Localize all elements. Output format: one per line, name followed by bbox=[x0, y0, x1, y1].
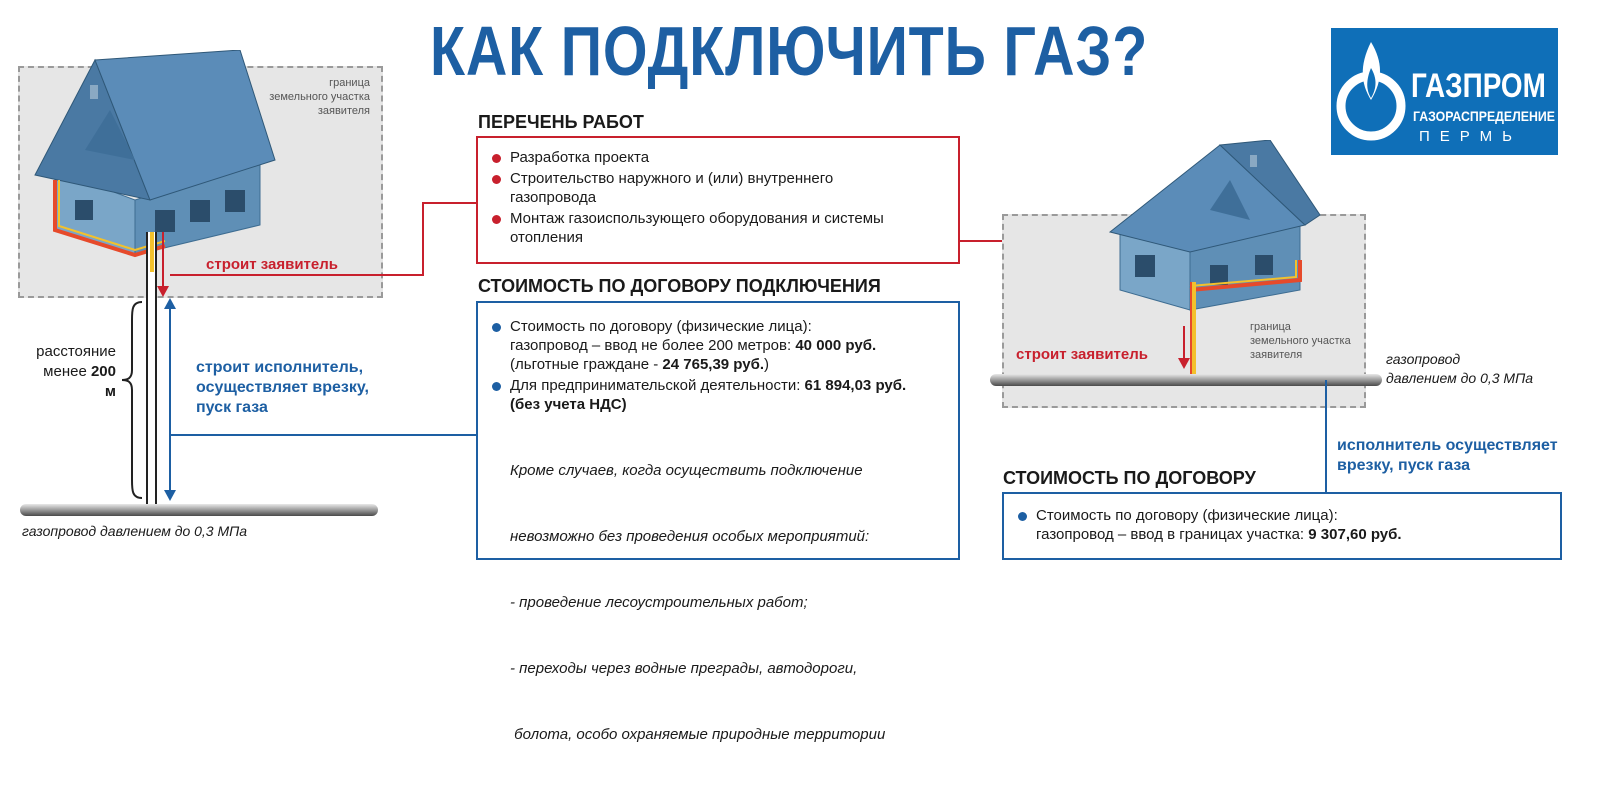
connector-red-v bbox=[422, 202, 424, 276]
works-item-3: Монтаж газоиспользующего оборудования и системы отопления bbox=[486, 209, 950, 247]
page-title: КАК ПОДКЛЮЧИТЬ ГАЗ? bbox=[430, 12, 1149, 90]
logo-city: ПЕРМЬ bbox=[1419, 128, 1522, 145]
works-box bbox=[476, 136, 960, 264]
bullet-icon bbox=[492, 382, 501, 391]
works-item-2: Строительство наружного и (или) внутреннего газопровода bbox=[486, 169, 950, 207]
right-blue-connector-v bbox=[1325, 380, 1327, 492]
right-house-illustration bbox=[1090, 140, 1330, 320]
right-contractor-label: исполнитель осуществляет врезку, пуск газа bbox=[1337, 437, 1558, 474]
bullet-icon bbox=[492, 215, 501, 224]
connector-red-h1 bbox=[170, 274, 424, 276]
connector-red-h2 bbox=[422, 202, 476, 204]
right-pipeline-label: газопровод давлением до 0,3 МПа bbox=[1386, 351, 1534, 386]
contract-item-business: Для предпринимательской деятельности: 61 894,03 руб. (без учета НДС) bbox=[486, 376, 950, 414]
left-red-arrow-head bbox=[157, 286, 169, 297]
contract-box bbox=[476, 301, 960, 743]
right-red-arrow-line bbox=[1183, 326, 1185, 360]
gazprom-logo bbox=[1331, 28, 1558, 155]
left-builds-contractor: строит исполнитель, осуществляет врезку, пуск газа bbox=[196, 359, 369, 416]
distance-brace-icon bbox=[120, 300, 146, 500]
contract2-box bbox=[1002, 492, 1562, 560]
contract-notes: Кроме случаев, когда осуществить подключение невозможно без проведения особых мероприятий: - проведение лесоустроительных работ; - переходы через водные преграды, автодороги, болота, особо охраняемые природные территории bbox=[510, 462, 886, 743]
left-blue-arrow-down bbox=[164, 490, 176, 501]
left-red-arrow-line bbox=[162, 232, 164, 292]
left-main-pipeline bbox=[20, 504, 378, 516]
bullet-icon bbox=[492, 154, 501, 163]
bullet-icon bbox=[492, 323, 501, 332]
right-riser-pipe bbox=[1190, 282, 1196, 374]
distance-label: расстояние менее 200 м bbox=[36, 343, 116, 400]
left-blue-arrow-line bbox=[169, 306, 171, 494]
contract2-item: Стоимость по договору (физические лица): газопровод – ввод в границах участка: 9 307,60 руб. bbox=[1012, 506, 1552, 544]
left-riser-pipe bbox=[146, 232, 157, 504]
left-riser-gas bbox=[150, 232, 154, 272]
left-blue-arrow-up bbox=[164, 298, 176, 309]
contract-heading: СТОИМОСТЬ ПО ДОГОВОРУ ПОДКЛЮЧЕНИЯ bbox=[478, 276, 881, 296]
left-boundary-label: граница земельного участка заявителя bbox=[269, 77, 370, 117]
contract-item-individuals: Стоимость по договору (физические лица): газопровод – ввод не более 200 метров: 40 000 руб. (льготные граждане - 24 765,39 руб.) bbox=[486, 317, 950, 374]
distance-value: 200 м bbox=[90, 363, 116, 400]
logo-name: ГАЗПРОМ bbox=[1411, 67, 1546, 105]
left-pipeline-label: газопровод давлением до 0,3 МПа bbox=[22, 523, 248, 539]
right-main-pipeline bbox=[990, 374, 1382, 386]
left-builds-applicant: строит заявитель bbox=[206, 256, 338, 273]
logo-subtitle: ГАЗОРАСПРЕДЕЛЕНИЕ bbox=[1413, 108, 1555, 124]
left-house-illustration bbox=[25, 50, 295, 270]
bullet-icon bbox=[1018, 512, 1027, 521]
right-builds-applicant: строит заявитель bbox=[1016, 346, 1148, 363]
contract2-heading: СТОИМОСТЬ ПО ДОГОВОРУ bbox=[1003, 468, 1256, 488]
bullet-icon bbox=[492, 175, 501, 184]
right-boundary-label: граница земельного участка заявителя bbox=[1250, 321, 1351, 361]
works-heading: ПЕРЕЧЕНЬ РАБОТ bbox=[478, 112, 644, 132]
connector-blue-h bbox=[171, 434, 477, 436]
works-item-1: Разработка проекта bbox=[486, 148, 950, 167]
right-red-arrow-head bbox=[1178, 358, 1190, 369]
